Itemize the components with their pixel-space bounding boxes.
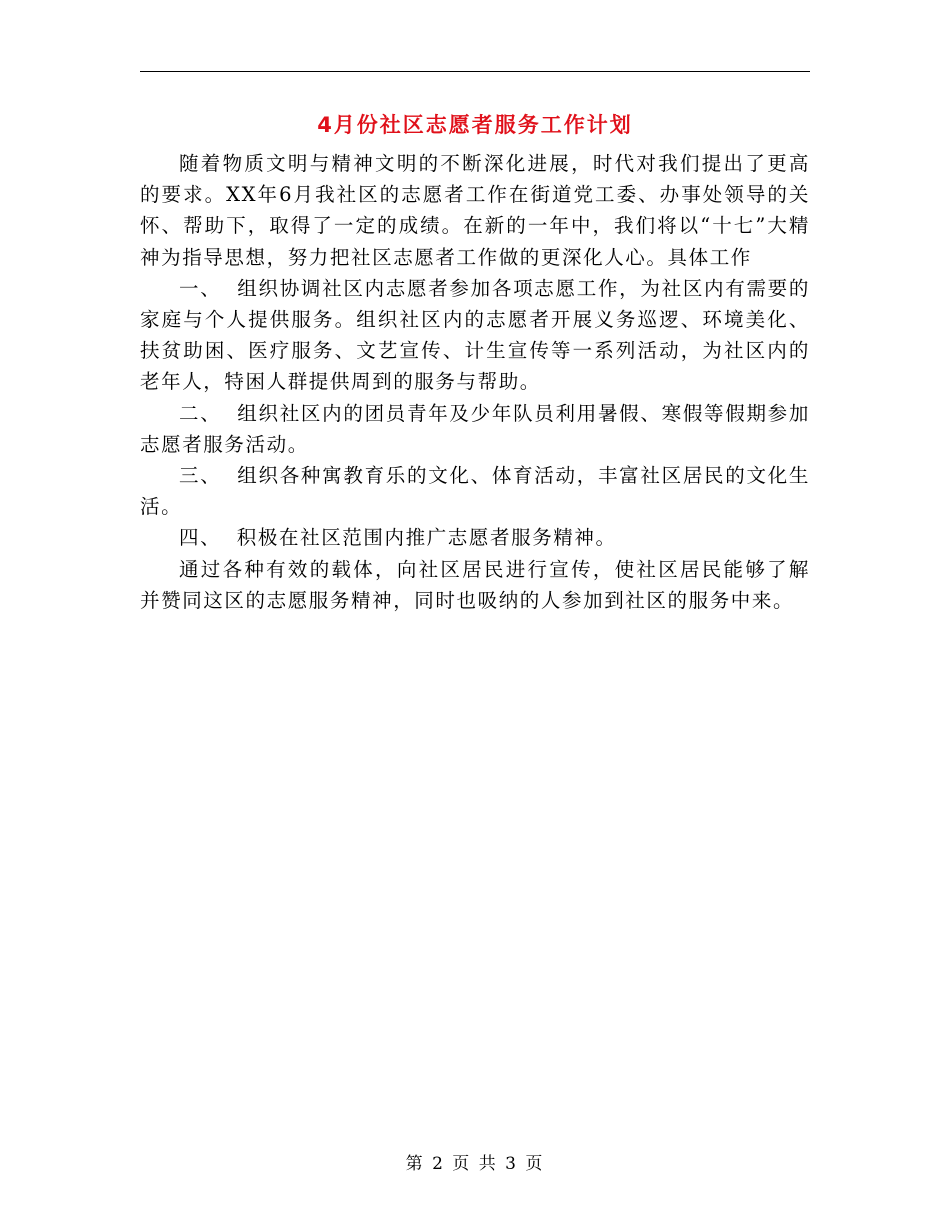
- paragraph-closing: 通过各种有效的载体，向社区居民进行宣传，使社区居民能够了解并赞同这区的志愿服务精神，同时也吸纳的人参加到社区的服务中来。: [140, 557, 810, 612]
- page-number: 第 2 页 共 3 页: [405, 1154, 545, 1174]
- paragraph-item-1: 一、 组织协调社区内志愿者参加各项志愿工作，为社区内有需要的家庭与个人提供服务。组织社区内的志愿者开展义务巡逻、环境美化、扶贫助困、医疗服务、文艺宣传、计生宣传等一系列活动，为社区内的老年人，特困人群提供周到的服务与帮助。: [140, 276, 810, 394]
- document-title: 4月份社区志愿者服务工作计划: [317, 113, 633, 137]
- paragraph-intro: 随着物质文明与精神文明的不断深化进展，时代对我们提出了更高的要求。XX年6月我社区的志愿者工作在街道党工委、办事处领导的关怀、帮助下，取得了一定的成绩。在新的一年中，我们将以“十七”大精神为指导思想，努力把社区志愿者工作做的更深化人心。具体工作: [140, 152, 810, 269]
- paragraph-item-3: 三、 组织各种寓教育乐的文化、体育活动，丰富社区居民的文化生活。: [140, 464, 810, 519]
- paragraph-item-4: 四、 积极在社区范围内推广志愿者服务精神。: [179, 526, 617, 550]
- header-rule: [140, 71, 810, 72]
- paragraph-item-2: 二、 组织社区内的团员青年及少年队员利用暑假、寒假等假期参加志愿者服务活动。: [140, 401, 810, 456]
- document-body: [140, 148, 810, 616]
